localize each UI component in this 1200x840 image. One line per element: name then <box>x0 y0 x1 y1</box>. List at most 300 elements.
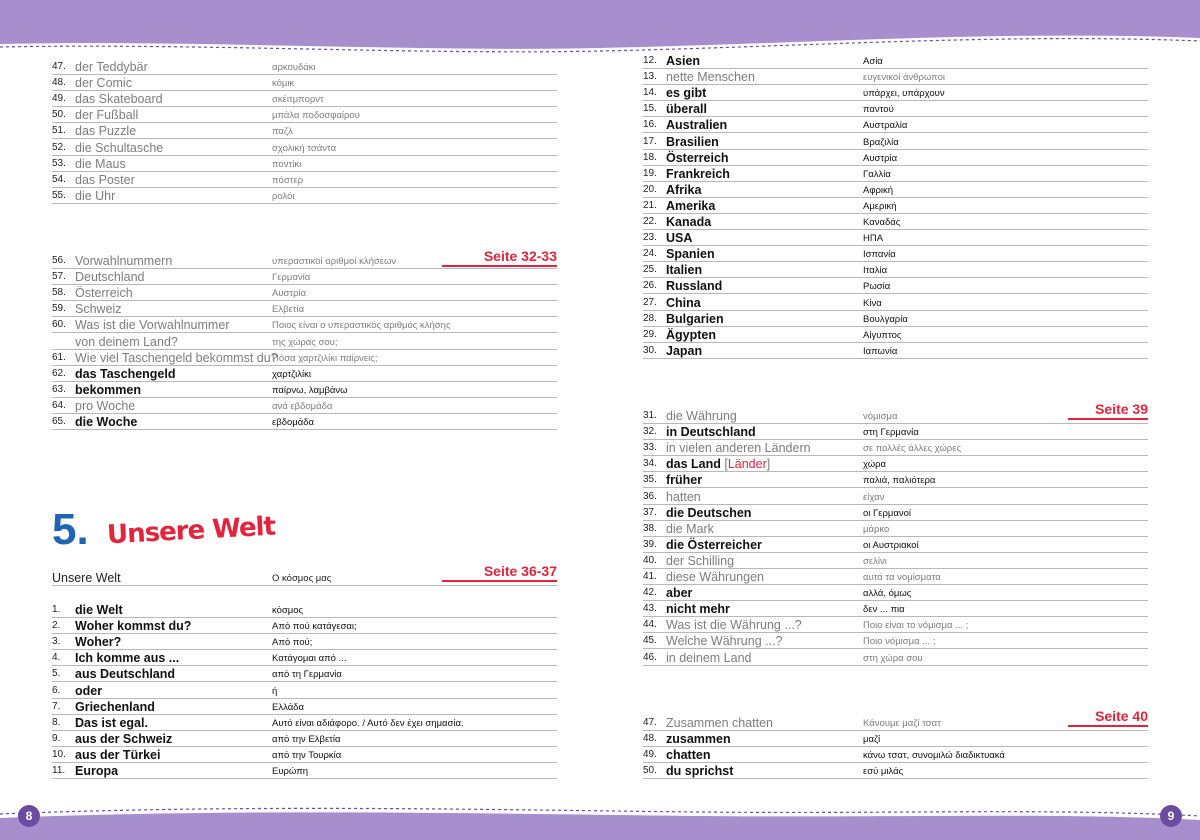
german-term-text: Woher kommst du? <box>75 619 192 634</box>
greek-translation: εβδομάδα <box>272 417 315 429</box>
german-term <box>75 157 126 171</box>
vocab-list-left-3 <box>52 602 557 779</box>
entry-number: 47. <box>643 717 657 729</box>
greek-translation: σελίνι <box>863 555 887 567</box>
vocab-list-left-1 <box>52 59 557 204</box>
vocab-row <box>52 172 557 188</box>
german-term <box>75 383 141 397</box>
entry-number: 13. <box>643 71 657 83</box>
footer-band <box>0 800 1200 840</box>
greek-translation: ποντίκι <box>272 158 302 170</box>
vocab-row <box>52 317 557 333</box>
unit-title-greek: Ο κόσμος μας <box>272 573 332 584</box>
vocab-list-right-2 <box>643 408 1148 666</box>
german-term <box>666 506 751 520</box>
greek-translation: Ιταλία <box>863 265 888 277</box>
german-term <box>666 328 716 342</box>
german-term-text: Ägypten <box>666 327 716 342</box>
vocab-row <box>643 166 1148 182</box>
german-term-text: Spanien <box>666 247 715 262</box>
german-term <box>75 60 148 74</box>
german-term <box>666 457 770 471</box>
german-term-text: Deutschland <box>75 270 145 285</box>
vocab-row <box>643 553 1148 569</box>
german-term-text: Italien <box>666 263 703 278</box>
german-term-text: Vorwahlnummern <box>75 254 173 269</box>
german-term <box>666 199 715 213</box>
greek-translation: Αίγυπτος <box>863 329 902 341</box>
entry-number: 9. <box>52 732 61 744</box>
vocab-row <box>643 262 1148 278</box>
entry-number: 38. <box>643 522 657 534</box>
german-term <box>75 335 178 349</box>
greek-translation: στη Γερμανία <box>863 427 919 439</box>
german-term-text: der Schilling <box>666 553 735 568</box>
entry-number: 19. <box>643 167 657 179</box>
vocab-row <box>643 440 1148 456</box>
entry-number: 51. <box>52 125 66 137</box>
header-band <box>0 0 1200 56</box>
vocab-row <box>643 731 1148 747</box>
entry-number: 52. <box>52 141 66 153</box>
german-term-text: China <box>666 295 701 310</box>
greek-translation: δεν ... πια <box>863 604 905 616</box>
german-term <box>75 684 102 698</box>
entry-number: 45. <box>643 635 657 647</box>
german-term-text: früher <box>666 473 703 488</box>
vocab-row <box>643 53 1148 69</box>
german-term-text: Ich komme aus ... <box>75 651 180 666</box>
entry-number: 26. <box>643 280 657 292</box>
greek-translation: πόστερ <box>272 174 304 186</box>
vocab-row <box>52 139 557 155</box>
entry-number: 48. <box>52 77 66 89</box>
vocab-row <box>643 101 1148 117</box>
greek-translation: Αυστραλία <box>863 120 908 132</box>
german-term <box>75 302 122 316</box>
vocab-row <box>643 85 1148 101</box>
vocab-row <box>52 731 557 747</box>
german-term-text: die Uhr <box>75 188 116 203</box>
vocab-row <box>643 505 1148 521</box>
german-term-text: Woher? <box>75 635 122 650</box>
german-term-text: der Teddybär <box>75 60 148 75</box>
german-term <box>75 76 132 90</box>
vocab-row <box>52 156 557 172</box>
german-term-text: zusammen <box>666 732 731 747</box>
greek-translation: Ποιο είναι το νόμισμα ... ; <box>863 620 969 632</box>
german-term-text: aus der Schweiz <box>75 731 173 746</box>
vocab-list-right-1 <box>643 53 1148 359</box>
vocab-list-right-3 <box>643 715 1148 779</box>
chapter-number: 5. <box>52 505 89 554</box>
german-term-text: Welche Währung ...? <box>666 634 783 649</box>
german-term <box>75 286 133 300</box>
entry-number: 15. <box>643 103 657 115</box>
german-term-text: Zusammen chatten <box>666 716 773 731</box>
vocab-row <box>643 278 1148 294</box>
german-term <box>666 151 729 165</box>
german-term <box>75 108 138 122</box>
vocab-row <box>52 650 557 666</box>
german-term-text: Frankreich <box>666 166 730 181</box>
german-term <box>666 634 783 648</box>
vocab-row <box>643 294 1148 310</box>
entry-number: 50. <box>643 765 657 777</box>
entry-number: 65. <box>52 416 66 428</box>
greek-translation: μπάλα ποδοσφαίρου <box>272 110 360 122</box>
plural-text: Länder <box>727 457 767 472</box>
entry-number: 10. <box>52 748 66 760</box>
german-term-text: Schweiz <box>75 302 122 317</box>
greek-translation: υπεραστικοί αριθμοί κλήσεων <box>272 256 397 268</box>
vocab-row <box>643 456 1148 472</box>
greek-translation: Από πού; <box>272 637 313 649</box>
german-term-text: Was ist die Vorwahlnummer <box>75 318 230 333</box>
vocab-row <box>643 649 1148 665</box>
vocab-row <box>52 188 557 204</box>
vocab-list-left-2 <box>52 253 557 430</box>
chapter-title: Unsere Welt <box>106 511 276 551</box>
german-term <box>666 279 722 293</box>
german-term <box>666 118 727 132</box>
entry-number: 36. <box>643 490 657 502</box>
greek-translation: Ρωσία <box>863 281 891 293</box>
entry-number: 17. <box>643 135 657 147</box>
german-term <box>75 173 135 187</box>
german-term <box>666 490 701 504</box>
greek-translation: κόμικ <box>272 78 295 90</box>
greek-translation: Ευρώπη <box>272 766 309 778</box>
german-term <box>75 603 123 617</box>
german-term-text: der Comic <box>75 76 132 91</box>
german-term-text: Amerika <box>666 198 716 213</box>
german-term <box>666 716 773 730</box>
vocab-row <box>52 414 557 430</box>
entry-number: 32. <box>643 426 657 438</box>
german-term-text: die Österreicher <box>666 537 762 552</box>
vocab-row <box>52 682 557 698</box>
vocab-row <box>643 198 1148 214</box>
german-term <box>666 70 755 84</box>
unit-title-german: Unsere Welt <box>52 571 121 585</box>
german-term-text: die Schultasche <box>75 140 164 155</box>
greek-translation: Ποιος είναι ο υπεραστικός αριθμός κλήσης <box>272 320 451 332</box>
page-reference-seite-40: Seite 40 <box>1095 708 1148 724</box>
german-term <box>666 409 737 423</box>
entry-number: 22. <box>643 216 657 228</box>
german-term <box>75 764 118 778</box>
german-term <box>666 247 715 261</box>
german-term <box>75 141 163 155</box>
vocab-row <box>52 285 557 301</box>
german-term-text: aus der Türkei <box>75 747 161 762</box>
vocab-row <box>643 763 1148 779</box>
german-term-text: pro Woche <box>75 398 136 413</box>
greek-translation: παζλ <box>272 126 293 138</box>
greek-translation: κόσμος <box>272 605 304 617</box>
entry-number: 59. <box>52 303 66 315</box>
german-term-text: Das ist egal. <box>75 715 148 730</box>
vocab-row <box>52 123 557 139</box>
entry-number: 28. <box>643 312 657 324</box>
greek-translation: ΗΠΑ <box>863 233 884 245</box>
vocab-row <box>643 617 1148 633</box>
vocab-row <box>52 763 557 779</box>
greek-translation: ρολόι <box>272 190 295 202</box>
unit-title-row <box>52 570 557 586</box>
greek-translation: αρκουδάκι <box>272 62 316 74</box>
entry-number: 6. <box>52 684 61 696</box>
entry-number: 34. <box>643 458 657 470</box>
german-term <box>666 102 707 116</box>
greek-translation: Κάνουμε μαζί τσατ <box>863 718 941 730</box>
german-term-text: Österreich <box>75 286 133 301</box>
german-term-text: Österreich <box>666 150 729 165</box>
entry-number: 46. <box>643 651 657 663</box>
vocab-row <box>643 69 1148 85</box>
german-term <box>75 254 172 268</box>
vocab-row <box>52 618 557 634</box>
entry-number: 16. <box>643 119 657 131</box>
greek-translation: Καναδάς <box>863 217 901 229</box>
greek-translation: είχαν <box>863 491 885 503</box>
vocab-row <box>52 366 557 382</box>
vocab-row <box>52 75 557 91</box>
greek-translation: από τη Γερμανία <box>272 669 342 681</box>
greek-translation: αυτά τα νομίσματα <box>863 572 941 584</box>
entry-number: 21. <box>643 199 657 211</box>
german-term-text: von deinem Land? <box>75 334 178 349</box>
greek-translation: Αφρική <box>863 184 894 196</box>
entry-number: 29. <box>643 328 657 340</box>
german-term <box>75 124 136 138</box>
greek-translation: Γαλλία <box>863 168 891 180</box>
greek-translation: Ισπανία <box>863 249 896 261</box>
german-term <box>666 473 702 487</box>
vocab-row <box>643 537 1148 553</box>
vocab-row <box>643 117 1148 133</box>
vocab-row <box>643 585 1148 601</box>
vocab-row <box>643 182 1148 198</box>
vocab-row <box>643 601 1148 617</box>
greek-translation: ευγενικοί άνθρωποι <box>863 72 945 84</box>
entry-number: 39. <box>643 538 657 550</box>
vocab-row <box>52 715 557 731</box>
german-term <box>666 651 751 665</box>
greek-translation: της χώρας σου; <box>272 336 338 348</box>
greek-translation: κάνω τσατ, συνομιλώ διαδικτυακά <box>863 750 1005 762</box>
vocab-row <box>52 253 557 269</box>
vocab-row <box>52 699 557 715</box>
vocab-row <box>643 246 1148 262</box>
vocab-row <box>52 350 557 366</box>
entry-number: 30. <box>643 344 657 356</box>
entry-number: 11. <box>52 765 66 777</box>
entry-number: 64. <box>52 399 66 411</box>
greek-translation: Αμερική <box>863 200 897 212</box>
german-term <box>75 732 172 746</box>
german-term <box>75 700 155 714</box>
german-term-text: Wie viel Taschengeld bekommst du? <box>75 350 278 365</box>
german-term <box>666 602 730 616</box>
german-term <box>666 522 714 536</box>
greek-translation: Αυτό είναι αδιάφορο. / Αυτό δεν έχει σημασία. <box>272 717 464 729</box>
german-term <box>75 651 179 665</box>
greek-translation: Αυστρία <box>272 288 307 300</box>
entry-number: 23. <box>643 232 657 244</box>
german-term <box>666 618 802 632</box>
entry-number: 53. <box>52 157 66 169</box>
vocab-row <box>643 214 1148 230</box>
greek-translation: μαζί <box>863 734 881 746</box>
german-term-text: oder <box>75 683 103 698</box>
german-term-text: das Puzzle <box>75 124 137 139</box>
german-term-text: bekommen <box>75 382 141 397</box>
entry-number: 4. <box>52 652 61 664</box>
entry-number: 8. <box>52 716 61 728</box>
entry-number: 62. <box>52 367 66 379</box>
greek-translation: παίρνω, λαμβάνω <box>272 384 348 396</box>
german-term-text: Was ist die Währung ...? <box>666 618 802 633</box>
vocab-row <box>643 150 1148 166</box>
vocab-row <box>52 91 557 107</box>
greek-translation: Πόσα χαρτζιλίκι παίρνεις; <box>272 352 378 364</box>
vocab-row <box>52 107 557 123</box>
page-reference-seite-36-37: Seite 36-37 <box>483 563 557 579</box>
greek-translation: παλιά, παλιότερα <box>863 475 936 487</box>
german-term <box>75 619 191 633</box>
vocab-row <box>52 747 557 763</box>
entry-number: 33. <box>643 442 657 454</box>
german-term <box>666 135 719 149</box>
entry-number: 44. <box>643 619 657 631</box>
entry-number: 43. <box>643 603 657 615</box>
entry-number: 41. <box>643 571 657 583</box>
greek-translation: σχολική τσάντα <box>272 142 337 154</box>
german-term-text: in Deutschland <box>666 425 756 440</box>
entry-number: 57. <box>52 271 66 283</box>
page-number-left: 8 <box>18 805 40 827</box>
entry-number: 25. <box>643 264 657 276</box>
entry-number: 42. <box>643 587 657 599</box>
german-term-text: diese Währungen <box>666 570 764 585</box>
german-term-text: das Land <box>666 457 721 472</box>
greek-translation: Αυστρία <box>863 152 898 164</box>
german-term <box>75 748 160 762</box>
german-term-text: Australien <box>666 118 728 133</box>
vocab-row <box>52 382 557 398</box>
german-term-text: Europa <box>75 764 119 779</box>
german-term-text: nette Menschen <box>666 70 755 85</box>
german-term <box>666 570 764 584</box>
greek-translation: Ποιο νόμισμα ... ; <box>863 636 936 648</box>
greek-translation: Βουλγαρία <box>863 313 908 325</box>
vocab-row <box>643 715 1148 731</box>
entry-number: 63. <box>52 383 66 395</box>
greek-translation: Βραζιλία <box>863 136 899 148</box>
vocab-row <box>52 59 557 75</box>
vocab-row <box>643 488 1148 504</box>
german-term-text: Afrika <box>666 182 702 197</box>
vocab-row <box>52 602 557 618</box>
german-term-text: die Welt <box>75 603 123 618</box>
german-term <box>75 92 163 106</box>
greek-translation: Από πού κατάγεσαι; <box>272 621 357 633</box>
greek-translation: οι Αυστριακοί <box>863 539 919 551</box>
german-term-text: USA <box>666 231 693 246</box>
german-term <box>666 554 734 568</box>
german-term <box>75 635 121 649</box>
entry-number: 37. <box>643 506 657 518</box>
entry-number: 55. <box>52 189 66 201</box>
entry-number: 48. <box>643 733 657 745</box>
german-term <box>666 183 701 197</box>
entry-number: 61. <box>52 351 66 363</box>
greek-translation: μάρκο <box>863 523 890 535</box>
entry-number: 58. <box>52 287 66 299</box>
greek-translation: παντού <box>863 104 894 116</box>
greek-translation: από την Ελβετία <box>272 733 341 745</box>
german-term-text: die Woche <box>75 415 138 430</box>
entry-number: 49. <box>52 93 66 105</box>
vocab-row <box>643 569 1148 585</box>
german-term <box>666 764 733 778</box>
entry-number: 50. <box>52 109 66 121</box>
greek-translation: ανά εβδομάδα <box>272 400 333 412</box>
entry-number: 35. <box>643 474 657 486</box>
entry-number: 20. <box>643 183 657 195</box>
entry-number: 12. <box>643 55 657 67</box>
greek-translation: αλλά, όμως <box>863 588 912 600</box>
greek-translation: χώρα <box>863 459 887 471</box>
vocab-row <box>52 398 557 414</box>
german-term-text: es gibt <box>666 86 707 101</box>
entry-number: 14. <box>643 87 657 99</box>
german-term-text: Asien <box>666 54 701 69</box>
german-term-text: das Taschengeld <box>75 366 176 381</box>
vocab-row <box>52 333 557 349</box>
german-term-text: die Deutschen <box>666 505 752 520</box>
entry-number: 3. <box>52 636 61 648</box>
entry-number: 27. <box>643 296 657 308</box>
german-term-text: Griechenland <box>75 699 155 714</box>
german-term <box>75 367 176 381</box>
greek-translation: Ασία <box>863 56 883 68</box>
german-term-text: überall <box>666 102 707 117</box>
german-term <box>666 231 692 245</box>
german-term <box>666 425 756 439</box>
entry-number: 1. <box>52 604 61 616</box>
german-term <box>666 344 702 358</box>
german-term-text: Bulgarien <box>666 311 724 326</box>
greek-translation: σε πολλές άλλες χώρες <box>863 443 962 455</box>
german-term-text: die Währung <box>666 409 737 424</box>
vocab-row <box>643 747 1148 763</box>
german-term-text: Kanada <box>666 215 712 230</box>
vocab-row <box>643 521 1148 537</box>
vocab-row <box>52 634 557 650</box>
german-term <box>666 441 811 455</box>
greek-translation: Κίνα <box>863 297 882 309</box>
german-term-text: in deinem Land <box>666 650 752 665</box>
greek-translation: χαρτζιλίκι <box>272 368 311 380</box>
german-term <box>75 716 148 730</box>
entry-number: 24. <box>643 248 657 260</box>
german-term <box>75 270 145 284</box>
entry-number: 56. <box>52 255 66 267</box>
german-term <box>666 586 692 600</box>
